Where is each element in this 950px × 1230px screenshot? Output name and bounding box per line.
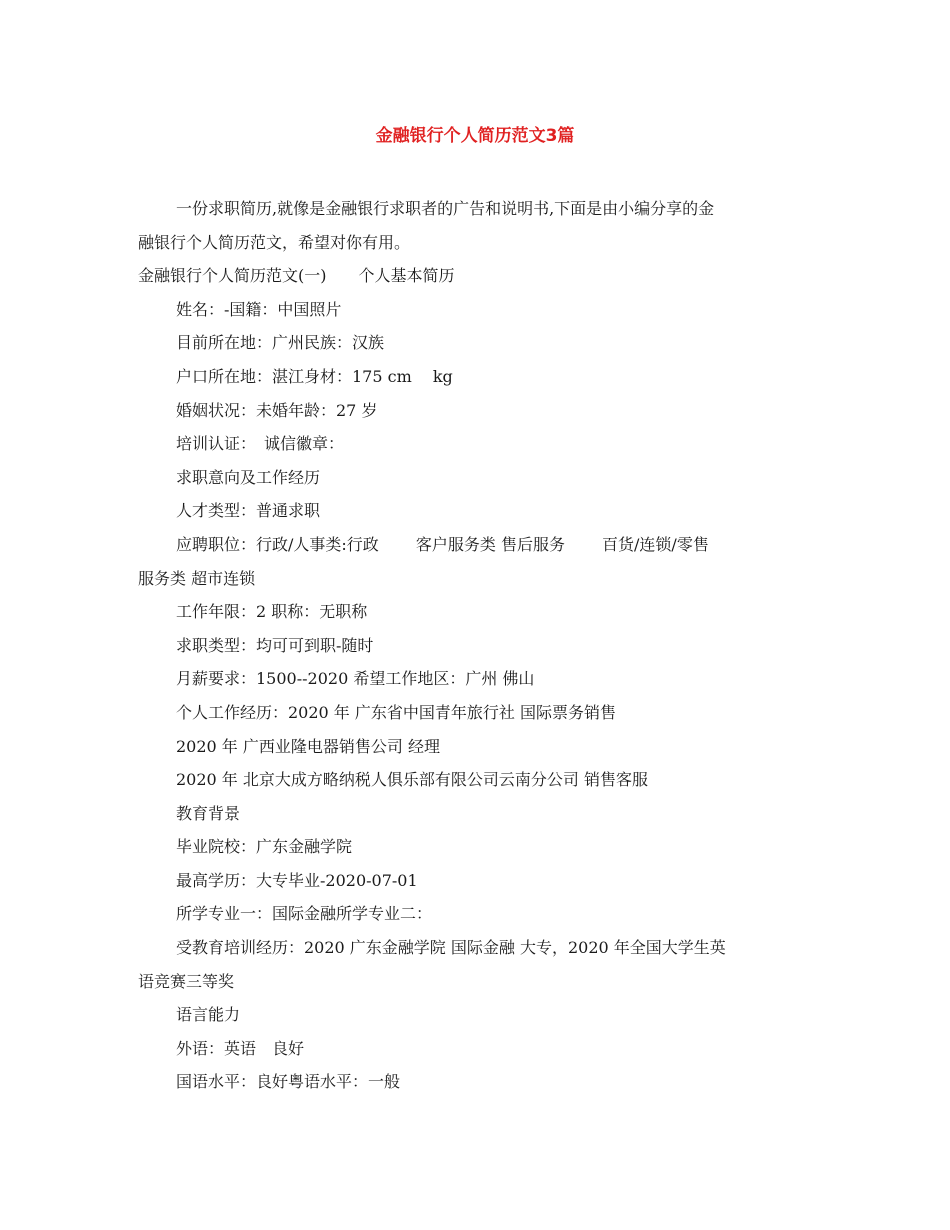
text-line: 所学专业一：国际金融所学专业二： (176, 904, 433, 924)
text-line: 最高学历：大专毕业-2020-07-01 (176, 870, 418, 890)
text-line: 融银行个人简历范文，希望对你有用。 (138, 232, 411, 252)
text-line: 应聘职位：行政/人事类:行政 客户服务类 售后服务 百货/连锁/零售 (176, 534, 709, 554)
text-line: 2020 年 广西业隆电器销售公司 经理 (176, 736, 440, 756)
text-line: 受教育培训经历：2020 广东金融学院 国际金融 大专，2020 年全国大学生英 (176, 938, 726, 958)
text-line: 国语水平：良好粤语水平：一般 (176, 1072, 401, 1092)
text-line: 一份求职简历,就像是金融银行求职者的广告和说明书,下面是由小编分享的金 (176, 199, 715, 218)
text-line: 婚姻状况：未婚年龄：27 岁 (176, 400, 378, 420)
text-line: 个人工作经历：2020 年 广东省中国青年旅行社 国际票务销售 (176, 702, 616, 722)
text-line: 语竞赛三等奖 (138, 971, 235, 991)
text-line: 户口所在地：湛江身材：175 cm kg (176, 366, 453, 386)
text-line: 外语：英语 良好 (176, 1038, 305, 1058)
text-line: 月薪要求：1500--2020 希望工作地区：广州 佛山 (176, 669, 535, 689)
text-line: 目前所在地：广州民族：汉族 (176, 333, 385, 353)
text-line: 2020 年 北京大成方略纳税人俱乐部有限公司云南分公司 销售客服 (176, 770, 648, 790)
text-line: 金融银行个人简历范文(一) 个人基本简历 (138, 266, 455, 286)
text-line: 语言能力 (176, 1005, 241, 1025)
text-line: 培训认证： 诚信徽章： (176, 434, 345, 454)
text-line: 人才类型：普通求职 (176, 501, 321, 521)
text-line: 求职类型：均可可到职-随时 (176, 635, 374, 655)
text-line: 求职意向及工作经历 (176, 467, 321, 487)
text-line: 姓名：-国籍：中国照片 (176, 299, 342, 319)
text-line: 工作年限：2 职称：无职称 (176, 602, 368, 622)
text-line: 教育背景 (176, 803, 241, 823)
text-line: 毕业院校：广东金融学院 (176, 837, 353, 857)
document-body (138, 192, 818, 1099)
text-line: 服务类 超市连锁 (138, 568, 256, 588)
document-title: 金融银行个人简历范文3篇 (375, 126, 575, 146)
